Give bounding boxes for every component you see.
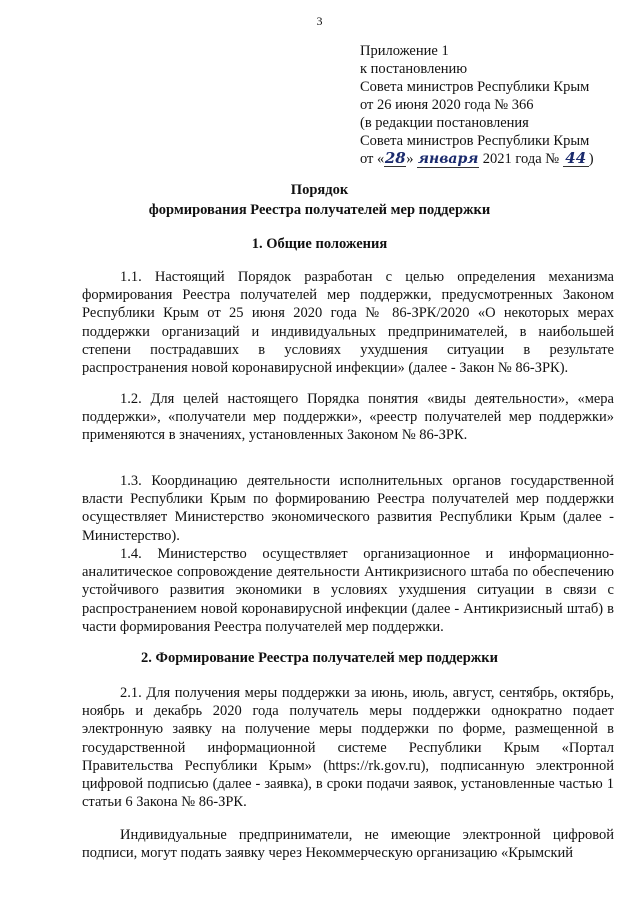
paragraph-text: 1.4. Министерство осуществляет организационное и информационно-аналитическое сопровождение деятельности Антикризисного штаба по обеспечению устойчивого развития экономики в условиях ухудшения ситуации в связи с распространением новой коронавирусной инфекции (далее - Антикризисный штаб) в части формирования Реестра получателей мер поддержки. <box>82 546 614 635</box>
document-title <box>0 180 639 220</box>
appendix-line: (в редакции постановления <box>360 115 529 131</box>
date-mid: » <box>406 151 414 167</box>
handwritten-month: января <box>417 151 479 167</box>
date-year: 2021 года № <box>482 151 560 167</box>
appendix-line: Совета министров Республики Крым <box>360 79 590 95</box>
section-2-heading: 2. Формирование Реестра получателей мер поддержки <box>140 650 498 666</box>
page-number: 3 <box>316 14 323 28</box>
paragraph-text: 2.1. Для получения меры поддержки за июнь, июль, август, сентябрь, октябрь, ноябрь и декабрь 2020 года получатель меры поддержки однократно подает электронную заявку на получение меры поддержки по форме, размещенной в государственной информационной системе Республики Крым «Портал Правительства Республики Крым» (https://rk.gov.ru), подписанную электронной цифровой подписью (далее - заявка), в сроки подачи заявок, установленные частью 1 статьи 6 Закона № 86-ЗРК. <box>82 685 614 811</box>
appendix-line: Совета министров Республики Крым <box>360 133 590 149</box>
paragraph-text: 1.3. Координацию деятельности исполнительных органов государственной власти Республики Крым по формированию Реестра получателей мер поддержки осуществляет Министерство экономического развития Республики Крым (далее - Министерство). <box>82 473 614 544</box>
paragraph-1-4 <box>82 545 614 636</box>
title-line-2: формирования Реестра получателей мер поддержки <box>148 202 491 218</box>
paragraph-1-1 <box>82 268 614 377</box>
appendix-block <box>360 42 625 168</box>
handwritten-number: 44 <box>563 150 589 167</box>
paragraph-text: 1.1. Настоящий Порядок разработан с целью определения механизма формирования Реестра получателей мер поддержки, предусмотренных Законом Республики Крым от 25 июня 2020 года № 86-ЗРК/2020 «О некоторых мерах поддержки организаций и индивидуальных предпринимателей, в наибольшей степени пострадавших в условиях ухудшения ситуации в результате распространения новой коронавирусной инфекции» (далее - Закон № 86-ЗРК). <box>82 269 614 377</box>
paragraph-text: 1.2. Для целей настоящего Порядка понятия «виды деятельности», «мера поддержки», «получатели мер поддержки», «реестр получателей мер поддержки» применяются в значениях, установленных Законом № 86-ЗРК. <box>82 391 614 444</box>
appendix-line: от 26 июня 2020 года № 366 <box>360 97 534 113</box>
paragraph-1-2 <box>82 390 614 445</box>
appendix-line: Приложение 1 <box>360 43 449 59</box>
paragraph-text: Индивидуальные предприниматели, не имеющие электронной цифровой подписи, могут подать заявку через Некоммерческую организацию «Крымский <box>82 827 614 862</box>
title-line-1: Порядок <box>290 182 349 198</box>
paragraph-2-1 <box>82 684 614 811</box>
handwritten-day: 28 <box>384 149 406 167</box>
section-1-heading: 1. Общие положения <box>251 236 388 252</box>
appendix-line: к постановлению <box>360 61 468 77</box>
appendix-date-line <box>360 150 625 168</box>
date-suffix: ) <box>588 151 594 167</box>
paragraph-2-2 <box>82 826 614 862</box>
paragraph-1-3 <box>82 472 614 545</box>
date-prefix: от « <box>360 151 385 167</box>
